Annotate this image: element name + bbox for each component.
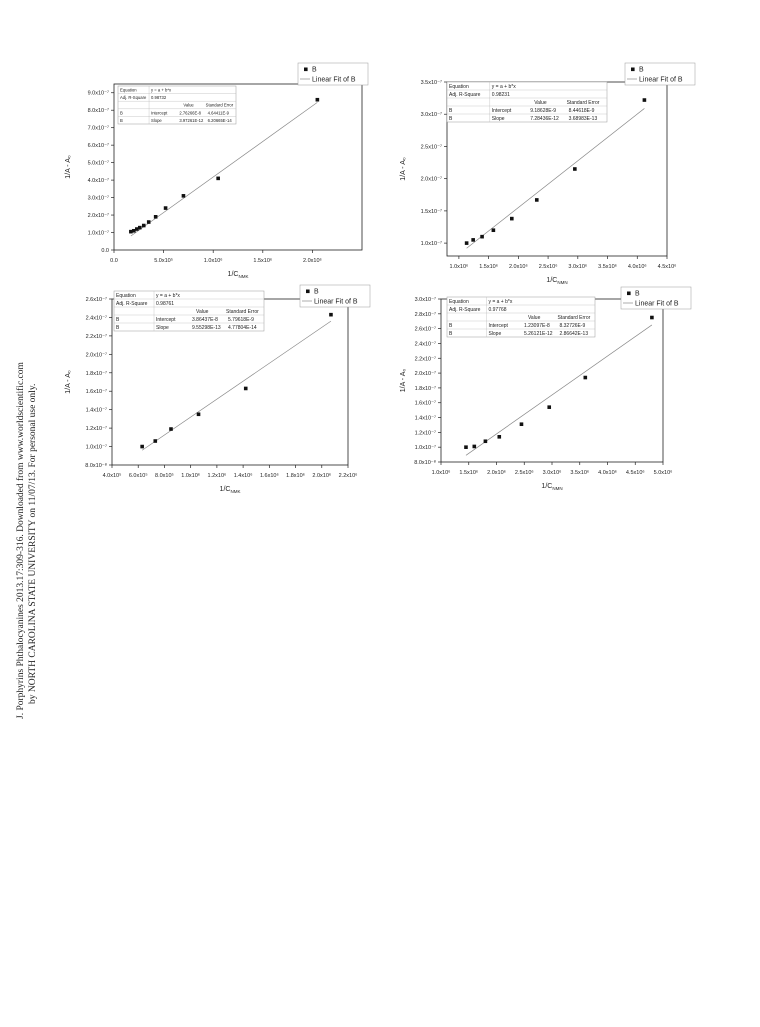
y-tick-label: 8.0x10⁻⁸ (414, 460, 436, 466)
data-point (140, 445, 144, 449)
stats-value-header: Value (534, 99, 547, 106)
x-tick-label: 1.0x10⁶ (449, 264, 469, 270)
x-tick-label: 3.5x10⁶ (598, 264, 617, 270)
download-watermark (15, 267, 55, 1027)
x-tick-label: 4.5x10⁶ (657, 264, 677, 270)
x-axis-title-subscript: NMN (557, 280, 568, 285)
y-tick-label: 2.4x10⁻⁷ (414, 341, 436, 348)
y-tick-label: 2.2x10⁻⁷ (414, 356, 436, 363)
y-tick-label: 1.8x10⁻⁷ (414, 385, 436, 392)
legend-label-series: B (314, 288, 319, 296)
data-point (471, 238, 475, 242)
y-tick-label: 1.0x10⁻⁷ (85, 444, 107, 451)
chart-top-left (60, 60, 370, 282)
y-tick-label: 6.0x10⁻⁷ (87, 143, 109, 150)
chart-panel-top-left (60, 60, 370, 282)
legend-marker-icon (631, 68, 635, 72)
y-tick-label: 2.0x10⁻⁷ (414, 371, 436, 378)
x-tick-label: 1.2x10⁶ (207, 473, 227, 479)
stats-row-series: B (449, 115, 453, 122)
data-point (484, 439, 488, 443)
data-point (197, 412, 201, 416)
data-point (182, 194, 186, 198)
y-tick-label: 1.5x10⁻⁷ (420, 208, 442, 215)
stats-row-param: Intercept (491, 107, 512, 114)
stats-row-series: B (449, 322, 453, 329)
x-tick-label: 2.0x10⁶ (508, 264, 528, 270)
data-point (535, 198, 539, 202)
x-tick-label: 2.0x10⁶ (312, 473, 332, 479)
data-point (643, 98, 647, 102)
data-point (169, 427, 173, 431)
stats-row-error: 6.20665E-14 (207, 117, 232, 123)
data-point (464, 445, 468, 449)
stats-row-param: Intercept (488, 322, 508, 329)
x-axis-title-subscript: NMN (552, 486, 563, 491)
chart-top-right (395, 60, 705, 285)
x-tick-label: 1.8x10⁶ (286, 473, 305, 479)
x-tick-label: 8.0x10⁵ (155, 473, 174, 479)
stats-r2-label: Adj. R-Square (449, 91, 481, 98)
stats-row-param: Slope (491, 115, 505, 122)
stats-equation-label: Equation (449, 83, 469, 90)
data-point (216, 177, 220, 181)
data-point (520, 422, 524, 426)
legend-label-fit: Linear Fit of B (312, 76, 356, 84)
stats-row-error: 8.44618E-9 (568, 107, 595, 114)
x-tick-label: 1.6x10⁶ (259, 473, 279, 479)
y-tick-label: 2.0x10⁻⁷ (85, 352, 107, 359)
y-tick-label: 1.0x10⁻⁷ (87, 230, 109, 237)
stats-equation: y = a + b*x (156, 292, 180, 299)
x-tick-label: 4.5x10⁶ (625, 470, 645, 476)
stats-r2-value: 0.97768 (488, 306, 507, 313)
x-tick-label: 1.4x10⁶ (233, 473, 253, 479)
x-tick-label: 2.5x10⁶ (538, 264, 558, 270)
stats-row-value: 3.86437E-8 (192, 316, 218, 323)
stats-error-header: Standard Error (557, 314, 591, 321)
data-point (147, 220, 151, 224)
stats-row-series: B (116, 324, 120, 331)
stats-row-series: B (116, 316, 120, 323)
x-axis-title-subscript: NMK (230, 489, 241, 494)
stats-equation-label: Equation (449, 298, 469, 305)
stats-row-value: 2.76266E-8 (179, 110, 202, 116)
legend-label-series: B (635, 290, 640, 298)
stats-error-header: Standard Error (226, 308, 259, 315)
y-tick-label: 2.0x10⁻⁷ (87, 213, 109, 220)
y-axis-title: 1/A - A₀ (400, 157, 407, 181)
y-tick-label: 3.0x10⁻⁷ (87, 195, 109, 202)
data-point (650, 316, 654, 320)
stats-row-series: B (449, 330, 453, 337)
stats-row-error: 5.79618E-9 (228, 316, 254, 323)
stats-row-param: Slope (156, 324, 169, 331)
chart-bottom-right (395, 285, 705, 500)
x-tick-label: 0.0 (110, 258, 118, 264)
chart-panel-top-right (395, 60, 705, 285)
y-tick-label: 1.6x10⁻⁷ (414, 400, 436, 407)
stats-error-header: Standard Error (566, 99, 600, 106)
y-tick-label: 1.2x10⁻⁷ (85, 426, 107, 433)
stats-r2-label: Adj. R-Square (120, 95, 147, 101)
data-point (497, 435, 501, 439)
stats-row-series: B (449, 107, 453, 114)
x-tick-label: 4.0x10⁶ (627, 264, 647, 270)
x-axis-title (546, 277, 567, 285)
x-tick-label: 1.5x10⁶ (459, 470, 479, 476)
x-tick-label: 1.0x10⁶ (203, 258, 223, 264)
x-tick-label: 5.0x10⁵ (154, 258, 173, 264)
x-tick-label: 4.0x10⁶ (598, 470, 617, 476)
watermark-line-2: by NORTH CAROLINA STATE UNIVERSITY on 11/07/13. For personal use only. (28, 383, 38, 704)
y-tick-label: 5.0x10⁻⁷ (87, 160, 109, 167)
data-point (316, 98, 320, 102)
x-axis-title (541, 483, 562, 491)
data-point (510, 217, 514, 221)
y-axis-title: 1/A - A₀ (65, 155, 72, 179)
stats-row-error: 4.64411E-9 (207, 110, 230, 116)
stats-row-error: 8.32726E-9 (559, 322, 586, 329)
x-axis-title (220, 486, 241, 494)
data-point (154, 215, 158, 219)
y-tick-label: 2.8x10⁻⁷ (414, 311, 436, 318)
stats-equation-label: Equation (120, 87, 137, 93)
data-point (547, 405, 551, 409)
y-tick-label: 1.8x10⁻⁷ (85, 370, 107, 377)
x-tick-label: 1.5x10⁶ (479, 264, 499, 270)
data-point (138, 226, 142, 230)
x-axis-title-main: 1/C (219, 486, 231, 493)
data-point (465, 241, 469, 245)
fit-line (142, 321, 331, 450)
stats-equation: y = a + b*x (151, 87, 172, 93)
y-tick-label: 0.0 (101, 248, 109, 254)
stats-row-value: 1.23097E-8 (523, 322, 550, 329)
x-tick-label: 2.0x10⁶ (303, 258, 322, 264)
y-tick-label: 2.4x10⁻⁷ (85, 315, 107, 322)
x-tick-label: 1.0x10⁶ (431, 470, 451, 476)
legend-label-series: B (312, 66, 317, 74)
y-tick-label: 4.0x10⁻⁷ (87, 178, 109, 185)
legend-label-fit: Linear Fit of B (639, 76, 683, 84)
stats-error-header: Standard Error (205, 102, 234, 108)
data-point (492, 228, 496, 232)
legend-marker-icon (304, 68, 308, 72)
data-point (153, 439, 157, 443)
y-tick-label: 2.2x10⁻⁷ (85, 333, 107, 340)
y-tick-label: 7.0x10⁻⁷ (87, 125, 109, 132)
stats-row-series: B (120, 110, 123, 116)
stats-equation: y = a + b*x (491, 83, 516, 90)
x-tick-label: 2.0x10⁶ (487, 470, 506, 476)
x-tick-label: 3.0x10⁶ (568, 264, 588, 270)
y-tick-label: 3.0x10⁻⁷ (414, 297, 436, 303)
stats-r2-label: Adj. R-Square (116, 300, 148, 307)
x-axis-title (228, 271, 249, 279)
legend-label-fit: Linear Fit of B (635, 300, 679, 308)
chart-bottom-left (60, 285, 370, 500)
data-point (164, 206, 168, 210)
x-tick-label: 2.2x10⁶ (338, 473, 358, 479)
legend-label-series: B (639, 66, 644, 74)
y-tick-label: 8.0x10⁻⁸ (85, 463, 107, 469)
fit-line (466, 322, 652, 455)
x-tick-label: 1.0x10⁶ (181, 473, 201, 479)
x-axis-title-main: 1/C (546, 277, 558, 284)
x-tick-label: 1.5x10⁶ (253, 258, 273, 264)
x-tick-label: 5.0x10⁶ (653, 470, 673, 476)
stats-value-header: Value (196, 308, 209, 315)
data-point (473, 445, 477, 449)
x-axis-title-main: 1/C (227, 271, 239, 278)
legend-marker-icon (627, 292, 631, 296)
stats-row-value: 9.55298E-13 (192, 324, 221, 331)
data-point (329, 313, 333, 317)
y-axis-title: 1/A - A₀ (400, 368, 407, 393)
stats-value-header: Value (183, 102, 194, 108)
x-axis-title-subscript: NMK (238, 274, 249, 279)
y-tick-label: 2.6x10⁻⁷ (414, 326, 436, 333)
x-tick-label: 2.5x10⁶ (514, 470, 534, 476)
stats-r2-value: 0.98732 (151, 95, 167, 101)
stats-row-param: Slope (488, 330, 502, 337)
y-tick-label: 1.6x10⁻⁷ (85, 389, 107, 396)
y-tick-label: 3.0x10⁻⁷ (420, 112, 442, 119)
data-point (573, 167, 577, 171)
chart-panel-bottom-left (60, 285, 370, 500)
y-tick-label: 2.6x10⁻⁷ (85, 297, 107, 303)
x-tick-label: 3.5x10⁶ (570, 470, 590, 476)
stats-row-value: 3.97261E-12 (179, 117, 204, 123)
y-tick-label: 1.2x10⁻⁷ (414, 430, 436, 437)
legend-label-fit: Linear Fit of B (314, 298, 358, 306)
stats-row-param: Intercept (156, 316, 176, 323)
stats-row-param: Slope (151, 117, 162, 123)
stats-row-error: 3.68983E-13 (568, 115, 598, 122)
data-point (244, 387, 248, 391)
y-tick-label: 1.4x10⁻⁷ (85, 407, 107, 414)
stats-row-series: B (120, 117, 123, 123)
y-tick-label: 1.4x10⁻⁷ (414, 415, 436, 422)
stats-equation-label: Equation (116, 292, 136, 299)
x-tick-label: 6.0x10⁵ (128, 473, 148, 479)
stats-row-error: 4.77804E-14 (228, 324, 257, 331)
x-tick-label: 4.0x10⁵ (102, 473, 122, 479)
stats-r2-value: 0.98231 (491, 91, 510, 98)
y-tick-label: 8.0x10⁻⁷ (87, 108, 109, 115)
stats-r2-label: Adj. R-Square (449, 306, 481, 313)
fit-line (467, 108, 645, 248)
y-tick-label: 1.0x10⁻⁷ (420, 241, 442, 248)
stats-equation: y = a + b*x (488, 298, 513, 305)
stats-value-header: Value (527, 314, 541, 321)
legend-marker-icon (306, 290, 310, 294)
data-point (480, 235, 484, 239)
y-tick-label: 2.0x10⁻⁷ (420, 176, 442, 183)
data-point (142, 224, 146, 228)
x-tick-label: 3.0x10⁶ (542, 470, 562, 476)
chart-panel-bottom-right (395, 285, 705, 500)
stats-row-value: 7.28436E-12 (530, 115, 559, 122)
y-tick-label: 9.0x10⁻⁷ (87, 90, 109, 97)
y-tick-label: 1.0x10⁻⁷ (414, 445, 436, 452)
y-tick-label: 2.5x10⁻⁷ (420, 144, 442, 151)
y-axis-title: 1/A - A₀ (65, 370, 72, 394)
stats-row-value: 5.26121E-12 (523, 330, 553, 337)
stats-row-error: 2.86642E-13 (559, 330, 589, 337)
x-axis-title-main: 1/C (541, 483, 553, 490)
watermark-line-1: J. Porphyrins Phthalocyanines 2013.17:309-316. Downloaded from www.worldscientific.com (16, 362, 26, 719)
stats-row-param: Intercept (151, 110, 168, 116)
stats-r2-value: 0.98761 (156, 300, 175, 307)
stats-row-value: 9.18628E-9 (530, 107, 557, 114)
data-point (584, 376, 588, 380)
y-tick-label: 3.5x10⁻⁷ (420, 80, 442, 86)
